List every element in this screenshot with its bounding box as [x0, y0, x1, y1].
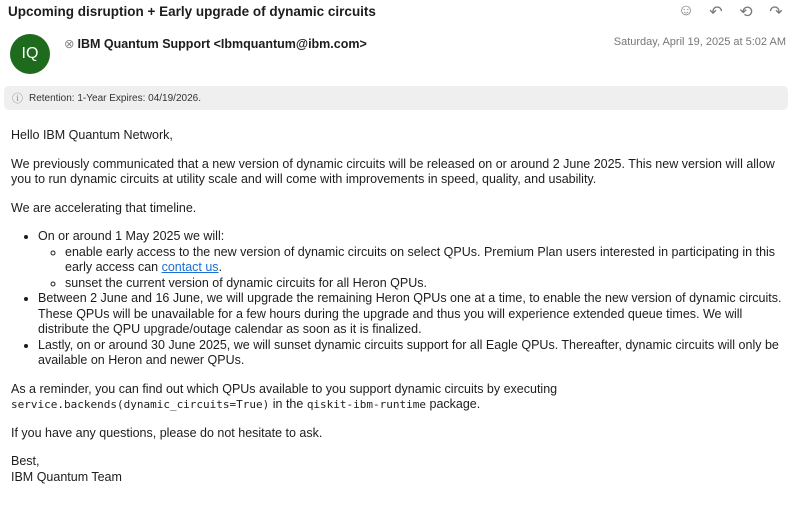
- sender-name: IBM Quantum Support <Ibmquantum@ibm.com>: [77, 37, 367, 51]
- email-actions: [676, 2, 786, 22]
- list-item: • Between 2 June and 16 June, we will upgrade the remaining Heron QPUs one at a time, to enable the new version of dynamic circuits. These QPUs will be unavailable for a few hours during the upgrade and thus you will experience extended queue times. We will distribute the QPU upgrade/outage calendar as soon as it is finalized.: [38, 291, 791, 338]
- emoji-reaction-icon[interactable]: ☺: [677, 2, 695, 19]
- list-item-text: enable early access to the new version of dynamic circuits on select QPUs. Premium Plan users interested in participating in this early access can: [65, 244, 776, 274]
- code: qiskit-ibm-runtime: [306, 398, 427, 411]
- paragraph: If you have any questions, please do not hesitate to ask.: [11, 425, 323, 440]
- sender-status-icon: ⊗: [64, 37, 75, 51]
- punctuation: .: [218, 260, 223, 274]
- contact-us-link[interactable]: contact us: [161, 260, 219, 274]
- retention-text: Retention: 1-Year Expires: 04/19/2026.: [29, 92, 201, 104]
- email-subject: Upcoming disruption + Early upgrade of dynamic circuits: [8, 4, 376, 19]
- signoff: [11, 454, 791, 485]
- greeting: Hello IBM Quantum Network,: [11, 128, 173, 142]
- bullet-list: [11, 229, 791, 369]
- list-item: [65, 245, 791, 276]
- text: package.: [426, 397, 481, 411]
- list-item: ◦ sunset the current version of dynamic circuits for all Heron QPUs.: [65, 276, 791, 292]
- paragraph: [11, 382, 791, 413]
- list-item-text: On or around 1 May 2025 we will:: [38, 229, 225, 243]
- text: in the: [269, 397, 307, 411]
- retention-banner: [4, 86, 788, 110]
- paragraph: We are accelerating that timeline.: [11, 200, 197, 215]
- signature: IBM Quantum Team: [11, 469, 122, 484]
- forward-icon[interactable]: ↷: [769, 4, 783, 21]
- list-item: [38, 229, 791, 291]
- email-date: Saturday, April 19, 2025 at 5:02 AM: [613, 36, 786, 48]
- code: service.backends(dynamic_circuits=True): [11, 398, 270, 411]
- reply-all-icon[interactable]: ⟲: [739, 4, 753, 21]
- avatar: IQ: [10, 34, 50, 74]
- info-icon: ⓘ: [12, 93, 23, 105]
- list-item: • Lastly, on or around 30 June 2025, we will sunset dynamic circuits support for all Eagle QPUs. Thereafter, dynamic circuits will only be available on Heron and newer QPUs.: [38, 338, 791, 369]
- reply-icon[interactable]: ↶: [709, 4, 723, 21]
- paragraph: We previously communicated that a new version of dynamic circuits will be released on or around 2 June 2025. This new version will allow you to run dynamic circuits at utility scale and will come with improvements in speed, quality, and usability.: [11, 156, 775, 186]
- text: As a reminder, you can find out which QPUs available to you support dynamic circuits by executing: [11, 381, 558, 396]
- email-body: [11, 128, 791, 498]
- sender[interactable]: [64, 36, 367, 51]
- closing: Best,: [11, 454, 40, 468]
